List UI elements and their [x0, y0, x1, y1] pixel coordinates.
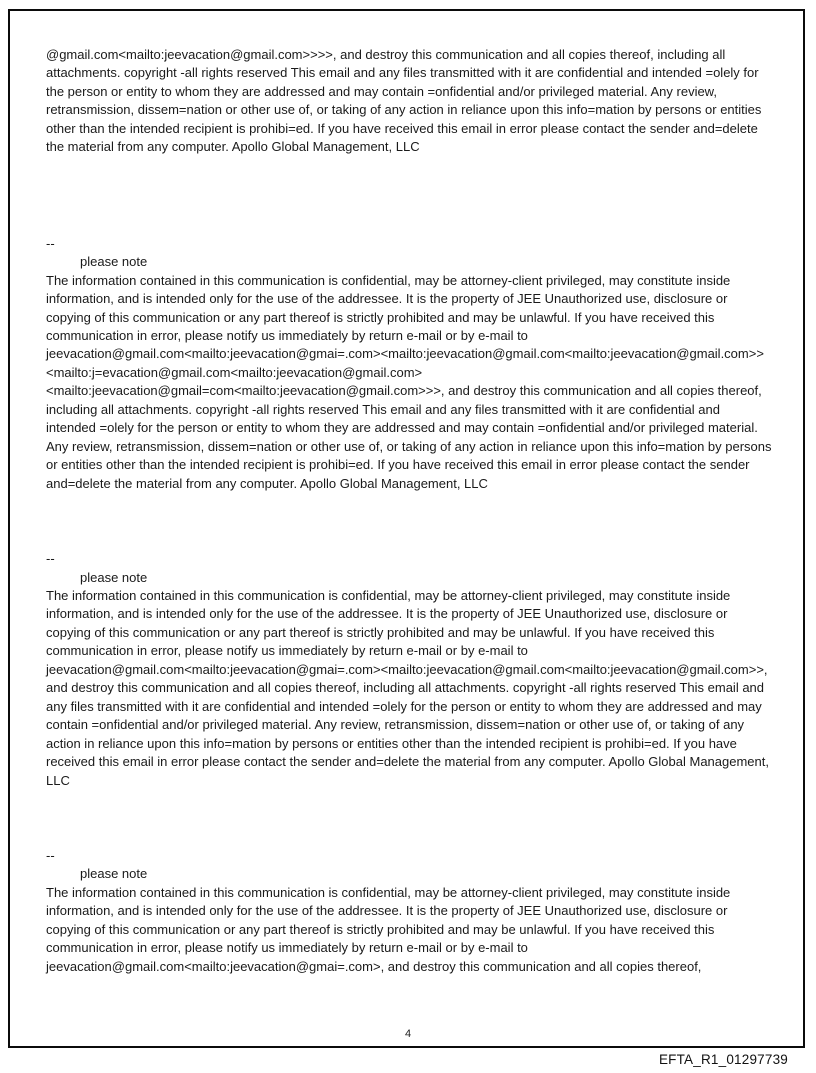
- signature-separator: --: [46, 551, 55, 567]
- email-disclaimer-paragraph: The information contained in this communication is confidential, may be attorney-client privileged, may constitute inside information, and is intended only for the use of the addressee. It is the property of JEE Unauthorized use, disclosure or copying of this communication or any part thereof is strictly prohibited and may be unlawful. If you have received this communication in error, please notify us immediately by return e-mail or by e-mail to jeevacation@gmail.com<mailto:jeevacation@gmai=.com><mailto:jeevacation@gmail.com<mailto:jeevacation@gmail.com>><mailto:j=evacation@gmail.com<mailto:jeevacation@gmail.com><mailto:jeevacation@gmail=com<mailto:jeevacation@gmail.com>>>, and destroy this communication and all copies thereof, including all attachments. copyright -all rights reserved This email and any files transmitted with it are confidential and intended =olely for the person or entity to whom they are addressed and may contain =onfidential and/or privileged material. Any review, retransmission, dissem=nation or other use of, or taking of any action in reliance upon this info=mation by persons or entities other than the intended recipient is prohibi=ed. If you have received this email in error please contact the sender and=delete the material from any computer. Apollo Global Management, LLC: [46, 272, 772, 491]
- email-disclaimer-fragment: @gmail.com<mailto:jeevacation@gmail.com>>>>, and destroy this communication and all copies thereof, including all attachments. copyright -all rights reserved This email and any files transmitted with it are confidential and intended =olely for the person or entity to whom they are addressed and may contain =onfidential and/or privileged material. Any review, retransmission, dissem=nation or other use of, or taking of any action in reliance upon this info=mation by persons or entities other than the intended recipient is prohibi=ed. If you have received this email in error please contact the sender and=delete the material from any computer. Apollo Global Management, LLC: [46, 47, 762, 155]
- section-gap: [46, 157, 772, 235]
- document-content: [46, 46, 772, 976]
- section-gap: [46, 493, 772, 550]
- email-disclaimer-paragraph: The information contained in this communication is confidential, may be attorney-client privileged, may constitute inside information, and is intended only for the use of the addressee. It is the property of JEE Unauthorized use, disclosure or copying of this communication or any part thereof is strictly prohibited and may be unlawful. If you have received this communication in error, please notify us immediately by return e-mail or by e-mail to jeevacation@gmail.com<mailto:jeevacation@gmai=.com>, and destroy this communication and all copies thereof,: [46, 884, 731, 974]
- please-note-label: please note: [80, 254, 148, 270]
- section-gap: [46, 790, 772, 847]
- email-disclaimer-paragraph: The information contained in this communication is confidential, may be attorney-client privileged, may constitute inside information, and is intended only for the use of the addressee. It is the property of JEE Unauthorized use, disclosure or copying of this communication or any part thereof is strictly prohibited and may be unlawful. If you have received this communication in error, please notify us immediately by return e-mail or by e-mail to jeevacation@gmail.com<mailto:jeevacation@gmai=.com><mailto:jeevacation@gmail.com<mailto:jeevacation@gmail.com>>, and destroy this communication and all copies thereof, including all attachments. copyright -all rights reserved This email and any files transmitted with it are confidential and intended =olely for the person or entity to whom they are addressed and may contain =onfidential and/or privileged material. Any review, retransmission, dissem=nation or other use of, or taking of any action in reliance upon this info=mation by persons or entities other than the intended recipient is prohibi=ed. If you have received this email in error please contact the sender and=delete the material from any computer. Apollo Global Management, LLC: [46, 587, 769, 788]
- page-number: 4: [404, 1028, 412, 1040]
- bates-number: EFTA_R1_01297739: [658, 1052, 788, 1067]
- signature-separator: --: [46, 235, 55, 251]
- please-note-label: please note: [80, 569, 148, 585]
- please-note-label: please note: [80, 866, 148, 882]
- signature-separator: --: [46, 847, 55, 863]
